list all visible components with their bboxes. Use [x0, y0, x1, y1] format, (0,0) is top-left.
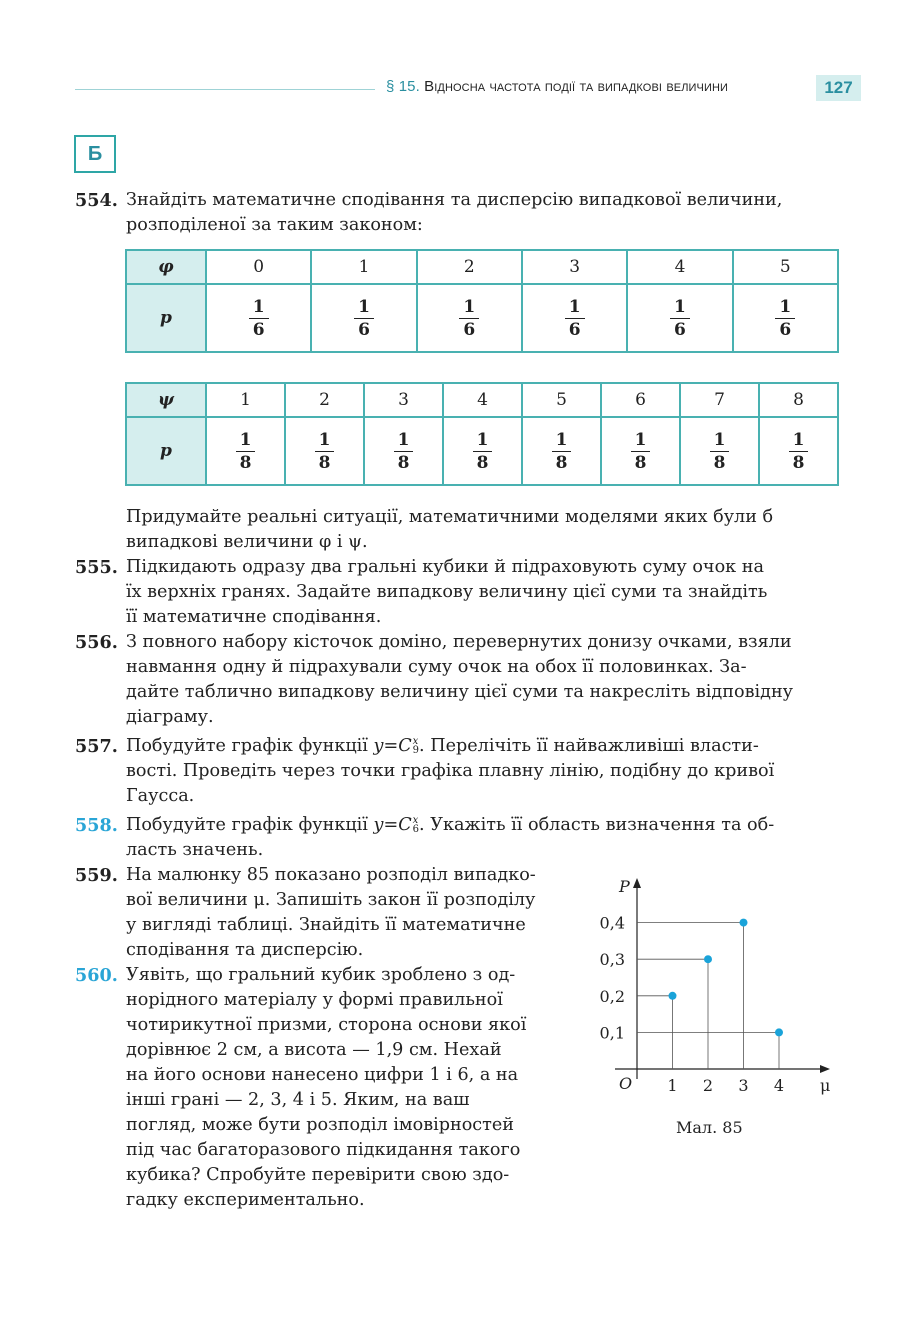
problem-number: 554.: [75, 190, 118, 211]
x-axis-arrow: [820, 1065, 830, 1073]
x-tick-label: 4: [773, 1076, 785, 1095]
problem-text-line: [126, 813, 774, 839]
problem-text: чотирикутної призми, сторона основи якої: [126, 1015, 527, 1035]
data-point: [704, 955, 712, 963]
denominator: 6: [674, 319, 686, 340]
denominator: 8: [476, 452, 489, 473]
problem-text: навмання одну й підрахували суму очок на обох її половинках. За-: [126, 657, 747, 677]
table-prob-cell: [206, 284, 311, 352]
problem-text: у вигляді таблиці. Знайдіть її математичне: [126, 915, 526, 935]
problem-number: 558.: [75, 815, 118, 836]
table-prob-header: p: [126, 417, 206, 485]
numerator: 1: [670, 296, 690, 319]
binomial-formula: y=C x 6: [373, 815, 420, 835]
fraction: [459, 296, 479, 341]
problem-text: випадкові величини φ і ψ.: [126, 532, 368, 552]
problem-text: інші грані — 2, 3, 4 і 5. Яким, на ваш: [126, 1090, 470, 1110]
problem-number: 560.: [75, 965, 118, 986]
problem-text: Придумайте реальні ситуації, математичними моделями яких були б: [126, 507, 774, 527]
table-value-cell: 2: [417, 250, 522, 284]
problem-text: погляд, може бути розподіл імовірностей: [126, 1115, 515, 1135]
table-value-cell: 4: [627, 250, 732, 284]
table-prob-cell: [627, 284, 732, 352]
problem-text: Побудуйте графік функції: [126, 815, 368, 835]
problem-text: діаграму.: [126, 707, 214, 727]
problem-text: на його основи нанесено цифри 1 і 6, а на: [126, 1065, 519, 1085]
y-tick-label: 0,3: [599, 950, 625, 970]
problem-text: вої величини μ. Запишіть закон її розподілу: [126, 890, 536, 910]
numerator: 1: [394, 429, 414, 452]
problem-text: їх верхніх гранях. Задайте випадкову величину цієї суми та знайдіть: [126, 582, 768, 602]
data-point: [740, 919, 748, 927]
denominator: 6: [779, 319, 792, 340]
table-prob-cell: [311, 284, 416, 352]
binomial-formula: y=C x 9: [373, 736, 420, 756]
table-value-cell: 6: [601, 383, 680, 417]
fraction: [552, 429, 572, 474]
numerator: 1: [710, 429, 730, 452]
problem-number: 556.: [75, 632, 118, 653]
denominator: 8: [397, 452, 410, 473]
problem-number: 559.: [75, 865, 118, 886]
table-value-cell: 5: [522, 383, 601, 417]
table-value-cell: 1: [206, 383, 285, 417]
fraction: [775, 296, 795, 341]
distribution-table-phi: [125, 249, 839, 353]
problem-text: її математичне сподівання.: [126, 607, 382, 627]
header-rule: [75, 89, 375, 90]
problem-text: під час багаторазового підкидання такого: [126, 1140, 521, 1160]
table-value-cell: 2: [285, 383, 364, 417]
denominator: 8: [634, 452, 647, 473]
table-value-cell: 3: [364, 383, 443, 417]
distribution-chart: [590, 868, 840, 1108]
denominator: 6: [252, 319, 265, 340]
y-tick-label: 0,1: [599, 1023, 625, 1043]
problem-text: . Укажіть її область визначення та об-: [419, 815, 775, 835]
fraction: [710, 429, 730, 474]
numerator: 1: [552, 429, 572, 452]
x-axis-label: μ: [820, 1076, 831, 1095]
table-value-cell: 5: [733, 250, 838, 284]
table-prob-cell: [522, 417, 601, 485]
data-point: [775, 1028, 783, 1036]
section-number: § 15.: [386, 78, 420, 95]
problem-text: ласть значень.: [126, 840, 264, 860]
fraction: [249, 296, 269, 341]
problem-number: 555.: [75, 557, 118, 578]
x-tick-label: 1: [667, 1076, 678, 1095]
table-prob-cell: [759, 417, 838, 485]
y-tick-label: 0,4: [599, 913, 625, 933]
x-tick-label: 2: [702, 1076, 714, 1095]
table-value-cell: 7: [680, 383, 759, 417]
problem-text: . Перелічіть її найважливіші власти-: [419, 736, 759, 756]
denominator: 8: [239, 452, 252, 473]
data-point: [669, 992, 677, 1000]
y-axis-arrow: [633, 878, 641, 888]
problem-text: кубика? Спробуйте перевірити свою здо-: [126, 1165, 510, 1185]
problem-text: гадку експериментально.: [126, 1190, 365, 1210]
fraction: [394, 429, 414, 474]
table-prob-cell: [417, 284, 522, 352]
problem-text: розподіленої за таким законом:: [126, 215, 423, 235]
numerator: 1: [631, 429, 651, 452]
table-var-header: φ: [126, 250, 206, 284]
distribution-table-psi: [125, 382, 839, 486]
table-value-cell: 0: [206, 250, 311, 284]
problem-text: Побудуйте графік функції: [126, 736, 368, 756]
y-axis-label: P: [619, 877, 630, 896]
table-prob-cell: [680, 417, 759, 485]
fraction: [631, 429, 651, 474]
table-value-cell: 3: [522, 250, 627, 284]
fraction: [236, 429, 256, 474]
problem-text: норідного матеріалу у формі правильної: [126, 990, 503, 1010]
problem-text: З повного набору кісточок доміно, перевернутих донизу очками, взяли: [126, 632, 792, 652]
level-badge: Б: [74, 135, 116, 173]
table-prob-cell: [522, 284, 627, 352]
table-prob-cell: [364, 417, 443, 485]
problem-text: Знайдіть математичне сподівання та дисперсію випадкової величини,: [126, 190, 783, 210]
table-value-cell: 4: [443, 383, 522, 417]
numerator: 1: [459, 296, 479, 319]
numerator: 1: [565, 296, 585, 319]
problem-text-line: [126, 734, 759, 760]
fraction: [354, 296, 374, 341]
y-tick-label: 0,2: [599, 986, 625, 1006]
running-header: [386, 78, 728, 95]
table-prob-cell: [206, 417, 285, 485]
denominator: 6: [568, 319, 581, 340]
table-prob-cell: [285, 417, 364, 485]
fraction: [315, 429, 335, 474]
denominator: 8: [713, 452, 726, 473]
numerator: 1: [315, 429, 335, 452]
table-prob-cell: [733, 284, 838, 352]
section-title: Відносна частота події та випадкові величини: [424, 78, 729, 95]
table-prob-cell: [443, 417, 522, 485]
denominator: 8: [318, 452, 331, 473]
table-value-cell: 1: [311, 250, 416, 284]
numerator: 1: [249, 296, 269, 319]
denominator: 6: [463, 319, 476, 340]
problem-text: вості. Проведіть через точки графіка плавну лінію, подібну до кривої: [126, 761, 775, 781]
table-value-cell: 8: [759, 383, 838, 417]
figure-caption: Мал. 85: [676, 1118, 743, 1137]
denominator: 8: [555, 452, 568, 473]
table-prob-cell: [601, 417, 680, 485]
problem-text: сподівання та дисперсію.: [126, 940, 364, 960]
fraction: [473, 429, 493, 474]
x-tick-label: 3: [738, 1076, 749, 1095]
problem-text: дорівнює 2 см, а висота — 1,9 см. Нехай: [126, 1040, 502, 1060]
fraction: [565, 296, 585, 341]
numerator: 1: [775, 296, 795, 319]
denominator: 8: [792, 452, 805, 473]
numerator: 1: [789, 429, 809, 452]
problem-text: На малюнку 85 показано розподіл випадко-: [126, 865, 536, 885]
problem-text: Гаусса.: [126, 786, 195, 806]
numerator: 1: [354, 296, 374, 319]
numerator: 1: [236, 429, 256, 452]
fraction: [670, 296, 690, 341]
page-number: 127: [816, 75, 861, 101]
problem-number: 557.: [75, 736, 118, 757]
origin-label: O: [619, 1074, 633, 1093]
fraction: [789, 429, 809, 474]
table-var-header: ψ: [126, 383, 206, 417]
problem-text: Уявіть, що гральний кубик зроблено з од-: [126, 965, 516, 985]
denominator: 6: [358, 319, 370, 340]
numerator: 1: [473, 429, 493, 452]
problem-text: дайте таблично випадкову величину цієї суми та накресліть відповідну: [126, 682, 794, 702]
table-prob-header: p: [126, 284, 206, 352]
problem-text: Підкидають одразу два гральні кубики й підраховують суму очок на: [126, 557, 764, 577]
